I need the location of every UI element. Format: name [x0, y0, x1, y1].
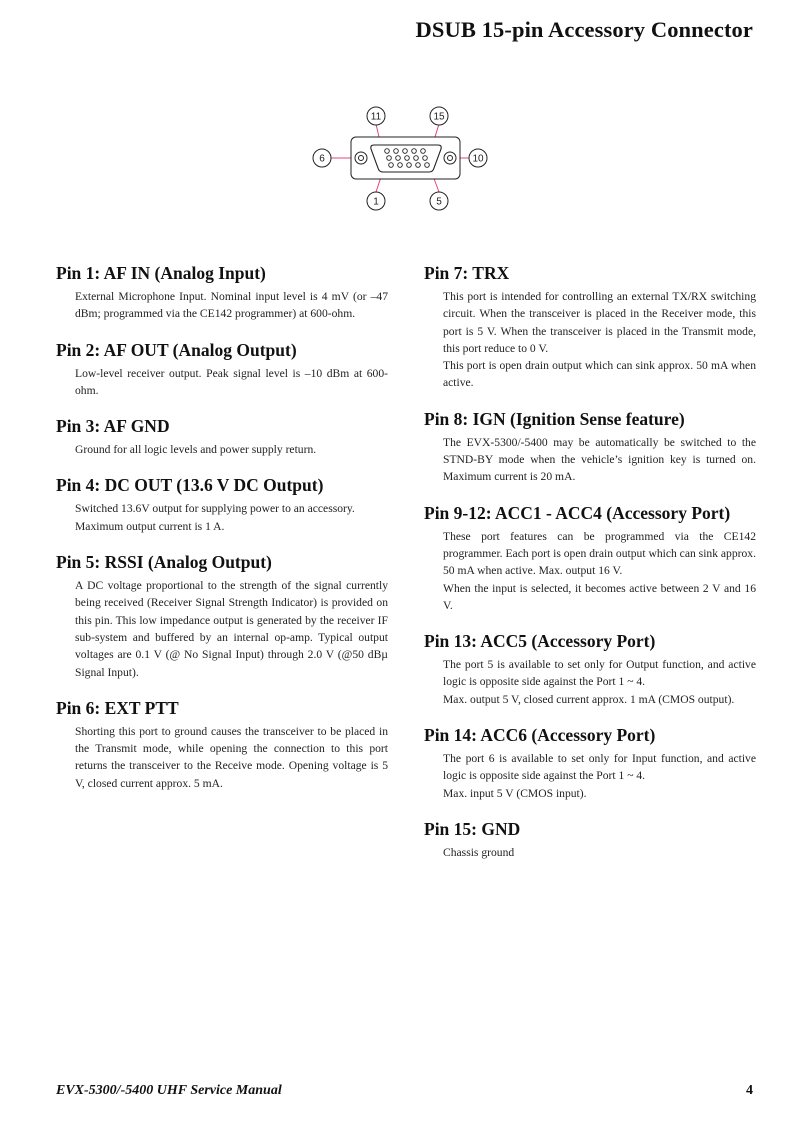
page-title: DSUB 15-pin Accessory Connector: [415, 17, 753, 42]
section-heading: Pin 1: AF IN (Analog Input): [56, 263, 266, 283]
section-body: External Microphone Input. Nominal input level is 4 mV (or –47 dBm; programmed via the CE142 programmer) at 600-ohm.: [75, 290, 388, 321]
footer-page-number: 4: [746, 1083, 753, 1098]
section-body: Maximum output current is 1 A.: [75, 519, 225, 533]
pin-section-6: [56, 697, 388, 792]
section-heading: Pin 5: RSSI (Analog Output): [56, 552, 272, 573]
pin-section-3: [56, 415, 388, 458]
callout-label-5: 5: [436, 196, 442, 208]
section-body: Switched 13.6V output for supplying power to an accessory.: [75, 502, 355, 516]
section-body: The EVX-5300/-5400 may be automatically be switched to the STND-BY mode when the vehicle’s ignition key is turned on. Maximum current is 20 mA.: [443, 435, 756, 484]
section-body: Max. input 5 V (CMOS input).: [443, 786, 587, 800]
right-column: [424, 262, 756, 877]
section-body: Max. output 5 V, closed current approx. 1 mA (CMOS output).: [443, 692, 735, 706]
callout-label-11: 11: [370, 111, 382, 123]
section-body: The port 5 is available to set only for Output function, and active logic is opposite side against the Port 1 ~ 4.: [443, 658, 756, 689]
section-body: These port features can be programmed via the CE142 programmer. Each port is open drain output which can sink approx. 50 mA when active. Max. output 16 V.: [443, 529, 756, 578]
pin-section-15: [424, 818, 756, 861]
pin-section-2: [56, 339, 388, 400]
pin-section-4: [56, 474, 388, 535]
section-heading: Pin 8: IGN (Ignition Sense feature): [424, 408, 685, 429]
section-heading: Pin 6: EXT PTT: [56, 697, 179, 718]
section-body: Shorting this port to ground causes the transceiver to be placed in the Transmit mode, while opening the connection to this port returns the transceiver to the Receive mode. Opening voltage is 5 V, closed current approx. 5 mA.: [75, 724, 388, 790]
section-body: A DC voltage proportional to the strength of the signal currently being received (Receiver Signal Strength Indicator) is provided on this pin. This low impedance output is generated by the receiver IF sub-system and buffered by an internal op-amp. Typical output voltages are 0.1 V (@ No Signal Input) through 2.0 V (@50 dBµ Signal Input).: [75, 579, 388, 679]
section-body: When the input is selected, it becomes active between 2 V and 16 V.: [443, 581, 756, 612]
pin-section-14: [424, 724, 756, 802]
pin-section-1: [56, 262, 388, 323]
pin-section-5: [56, 551, 388, 681]
section-heading: Pin 9-12: ACC1 - ACC4 (Accessory Port): [424, 502, 731, 523]
section-heading: Pin 7: TRX: [424, 263, 510, 283]
section-body: The port 6 is available to set only for Input function, and active logic is opposite side against the Port 1 ~ 4.: [443, 752, 756, 783]
dsub-connector-diagram: [300, 100, 500, 218]
pin-section-7: [424, 262, 756, 392]
section-body: This port is intended for controlling an external TX/RX switching circuit. When the transceiver is placed in the Receiver mode, this port is 5 V. When the transceiver is placed in the Transmit mode, this port reduce to 0 V.: [443, 290, 756, 355]
pin-section-9-12: [424, 502, 756, 614]
pin-section-8: [424, 408, 756, 486]
left-column: [56, 262, 388, 808]
footer-manual-title: EVX-5300/-5400 UHF Service Manual: [56, 1083, 282, 1098]
pin-section-13: [424, 630, 756, 708]
section-body: This port is open drain output which can sink approx. 50 mA when active.: [443, 359, 756, 390]
section-body: Chassis ground: [443, 845, 515, 859]
section-heading: Pin 2: AF OUT (Analog Output): [56, 339, 297, 360]
section-heading: Pin 14: ACC6 (Accessory Port): [424, 725, 656, 746]
section-heading: Pin 4: DC OUT (13.6 V DC Output): [56, 475, 324, 496]
section-heading: Pin 13: ACC5 (Accessory Port): [424, 631, 656, 652]
callout-label-10: 10: [472, 153, 484, 165]
section-heading: Pin 15: GND: [424, 818, 521, 839]
callout-label-15: 15: [433, 111, 445, 123]
section-body: Ground for all logic levels and power supply return.: [75, 443, 317, 457]
section-body: Low-level receiver output. Peak signal level is –10 dBm at 600-ohm.: [75, 366, 388, 397]
section-heading: Pin 3: AF GND: [56, 416, 170, 437]
callout-label-6: 6: [319, 153, 325, 165]
callout-label-1: 1: [373, 196, 379, 208]
